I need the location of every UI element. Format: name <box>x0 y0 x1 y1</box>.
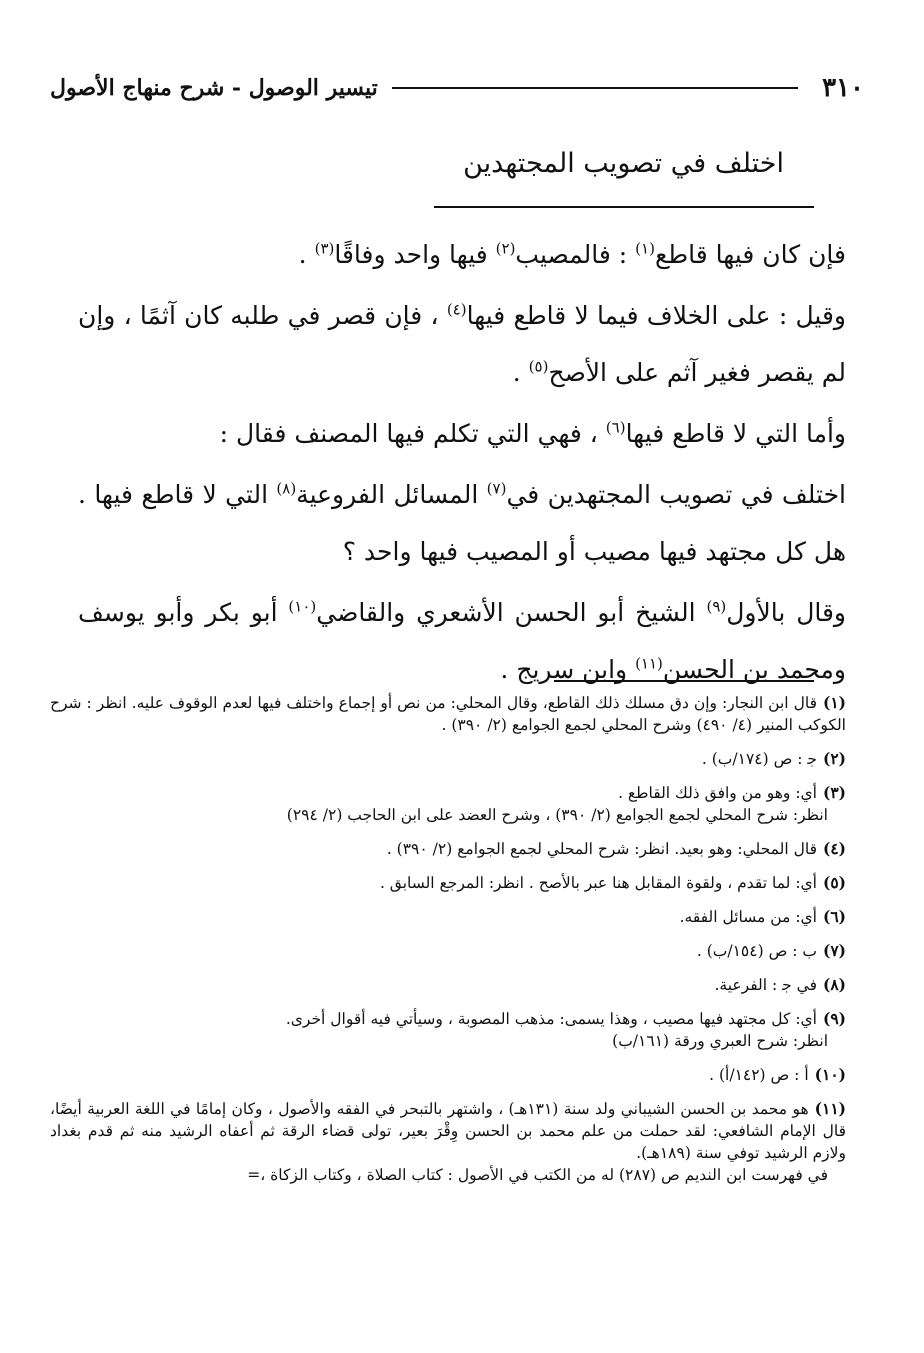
body-text-run: ، فهي التي تكلم فيها المصنف فقال : <box>219 419 606 448</box>
body-text-run: . <box>512 358 529 387</box>
body-paragraph <box>78 226 846 283</box>
footnote-marker: (٩) <box>706 597 727 616</box>
footnote-text: هو محمد بن الحسن الشيباني ولد سنة (١٣١هـ) ، واشتهر بالتبحر في الفقه والأصول ، وكان إمامًا في اللغة العربية أيضًا، قال الإمام الشافعي: لقد حملت من علم محمد بن الحسن وِقْرَ بعير، تولى قضاء الرقة ثم أعفاه الرشيد منه ثم قدم بغداد ولازم الرشيد توفي سنة (١٨٩هـ). <box>50 1100 846 1162</box>
footnote-number: (٢) <box>822 749 846 768</box>
footnote-text: أ : ص (١٤٢/أ) . <box>709 1066 809 1084</box>
footnote-text: ب : ص (١٥٤/ب) . <box>696 942 817 960</box>
body-text-run: . <box>298 240 315 269</box>
footnote-marker: (١١) <box>635 654 663 673</box>
footnote <box>50 872 846 894</box>
footnote-marker: (٤) <box>446 300 467 319</box>
footnote-text: انظر: شرح العبري ورقة (١٦١/ب) <box>612 1032 828 1050</box>
page-number: ٣١٠ <box>822 73 864 103</box>
footnote-marker: (٣) <box>314 239 335 258</box>
footnote-text: في فهرست ابن النديم ص (٢٨٧) له من الكتب في الأصول : كتاب الصلاة ، وكتاب الزكاة ،= <box>247 1166 828 1184</box>
footnote-number: (٣) <box>822 783 846 802</box>
body-text-run: وقال بالأول <box>726 598 846 627</box>
body-text-run: الشيخ أبو الحسن الأشعري والقاضي <box>316 598 707 627</box>
footnote-number: (٦) <box>822 907 846 926</box>
body-paragraph <box>78 466 846 580</box>
footnote-number: (٤) <box>822 839 846 858</box>
footnote-text: في ﺟ : الفرعية. <box>714 976 817 994</box>
body-text-run: وابن سريج . <box>500 655 636 684</box>
footnote-marker: (٢) <box>495 239 516 258</box>
footnote-marker: (٨) <box>276 479 297 498</box>
footnote-number: (٥) <box>822 873 846 892</box>
body-text-run: المسائل الفروعية <box>296 480 487 509</box>
footnotes <box>50 692 846 1198</box>
footnote-marker: (١) <box>635 239 655 258</box>
footnote-text: قال ابن النجار: وإن دق مسلك ذلك القاطع، وقال المحلي: من نص أو إجماع واختلف فيها لعدم الوقوف عليه. انظر : شرح الكوكب المنير (٤/ ٤٩٠) وشرح المحلي لجمع الجوامع (٢/ ٣٩٠) . <box>50 694 846 734</box>
footnote <box>50 1008 846 1052</box>
body-text-run: اختلف في تصويب المجتهدين في <box>506 480 846 509</box>
footnote <box>50 748 846 770</box>
footnote <box>50 838 846 860</box>
header-rule <box>392 87 798 89</box>
matn-heading: اختلف في تصويب المجتهدين <box>463 148 784 179</box>
body-text-run: أبو بكر وأبو يوسف ومحمد بن الحسن <box>78 598 846 684</box>
body-paragraph <box>78 287 846 401</box>
running-title: تيسير الوصول - شرح منهاج الأصول <box>50 75 378 101</box>
footnote-text: انظر: شرح المحلي لجمع الجوامع (٢/ ٣٩٠) ، وشرح العضد على ابن الحاجب (٢/ ٢٩٤) <box>286 806 828 824</box>
footnote-text: قال المحلي: وهو بعيد. انظر: شرح المحلي لجمع الجوامع (٢/ ٣٩٠) . <box>386 840 817 858</box>
footnote <box>50 974 846 996</box>
footnote-number: (١١) <box>814 1099 846 1118</box>
footnote-text: أي: وهو من وافق ذلك القاطع . <box>618 784 817 802</box>
footnote <box>50 1064 846 1086</box>
body-text-run: ، فإن قصر في طلبه كان آثمًا ، وإن لم يقصر فغير آثم على الأصح <box>78 301 846 387</box>
footnote <box>50 940 846 962</box>
footnote <box>50 782 846 826</box>
footnote <box>50 906 846 928</box>
footnote-text: ﺟ : ص (١٧٤/ب) . <box>701 750 817 768</box>
footnote <box>50 692 846 736</box>
body-text-run: وأما التي لا قاطع فيها <box>625 419 846 448</box>
body-text <box>78 226 846 702</box>
footnote-number: (١٠) <box>814 1065 846 1084</box>
footnote-marker: (٧) <box>486 479 507 498</box>
footnote-number: (٨) <box>822 975 846 994</box>
footnote-marker: (١٠) <box>288 597 317 616</box>
matn-underline <box>434 206 814 208</box>
body-text-run: : فالمصيب <box>515 240 636 269</box>
body-paragraph <box>78 405 846 462</box>
body-text-run: فيها واحد وفاقًا <box>334 240 496 269</box>
footnote-number: (١) <box>822 693 846 712</box>
footnote-text: أي: كل مجتهد فيها مصيب ، وهذا يسمى: مذهب المصوبة ، وسيأتي فيه أقوال أخرى. <box>285 1010 817 1028</box>
body-text-run: فإن كان فيها قاطع <box>654 240 846 269</box>
footnote-number: (٧) <box>822 941 846 960</box>
footnote-text: أي: لما تقدم ، ولقوة المقابل هنا عبر بالأصح . انظر: المرجع السابق . <box>379 874 817 892</box>
body-text-run: التي لا قاطع فيها . هل كل مجتهد فيها مصيب أو المصيب فيها واحد ؟ <box>78 480 846 566</box>
footnote-marker: (٥) <box>528 357 549 376</box>
footnote-separator <box>554 680 814 682</box>
body-text-run: وقيل : على الخلاف فيما لا قاطع فيها <box>466 301 847 330</box>
footnote-number: (٩) <box>822 1009 846 1028</box>
footnote-text: أي: من مسائل الفقه. <box>679 908 817 926</box>
footnote <box>50 1098 846 1186</box>
footnote-marker: (٦) <box>605 418 626 437</box>
page-header <box>50 68 864 108</box>
